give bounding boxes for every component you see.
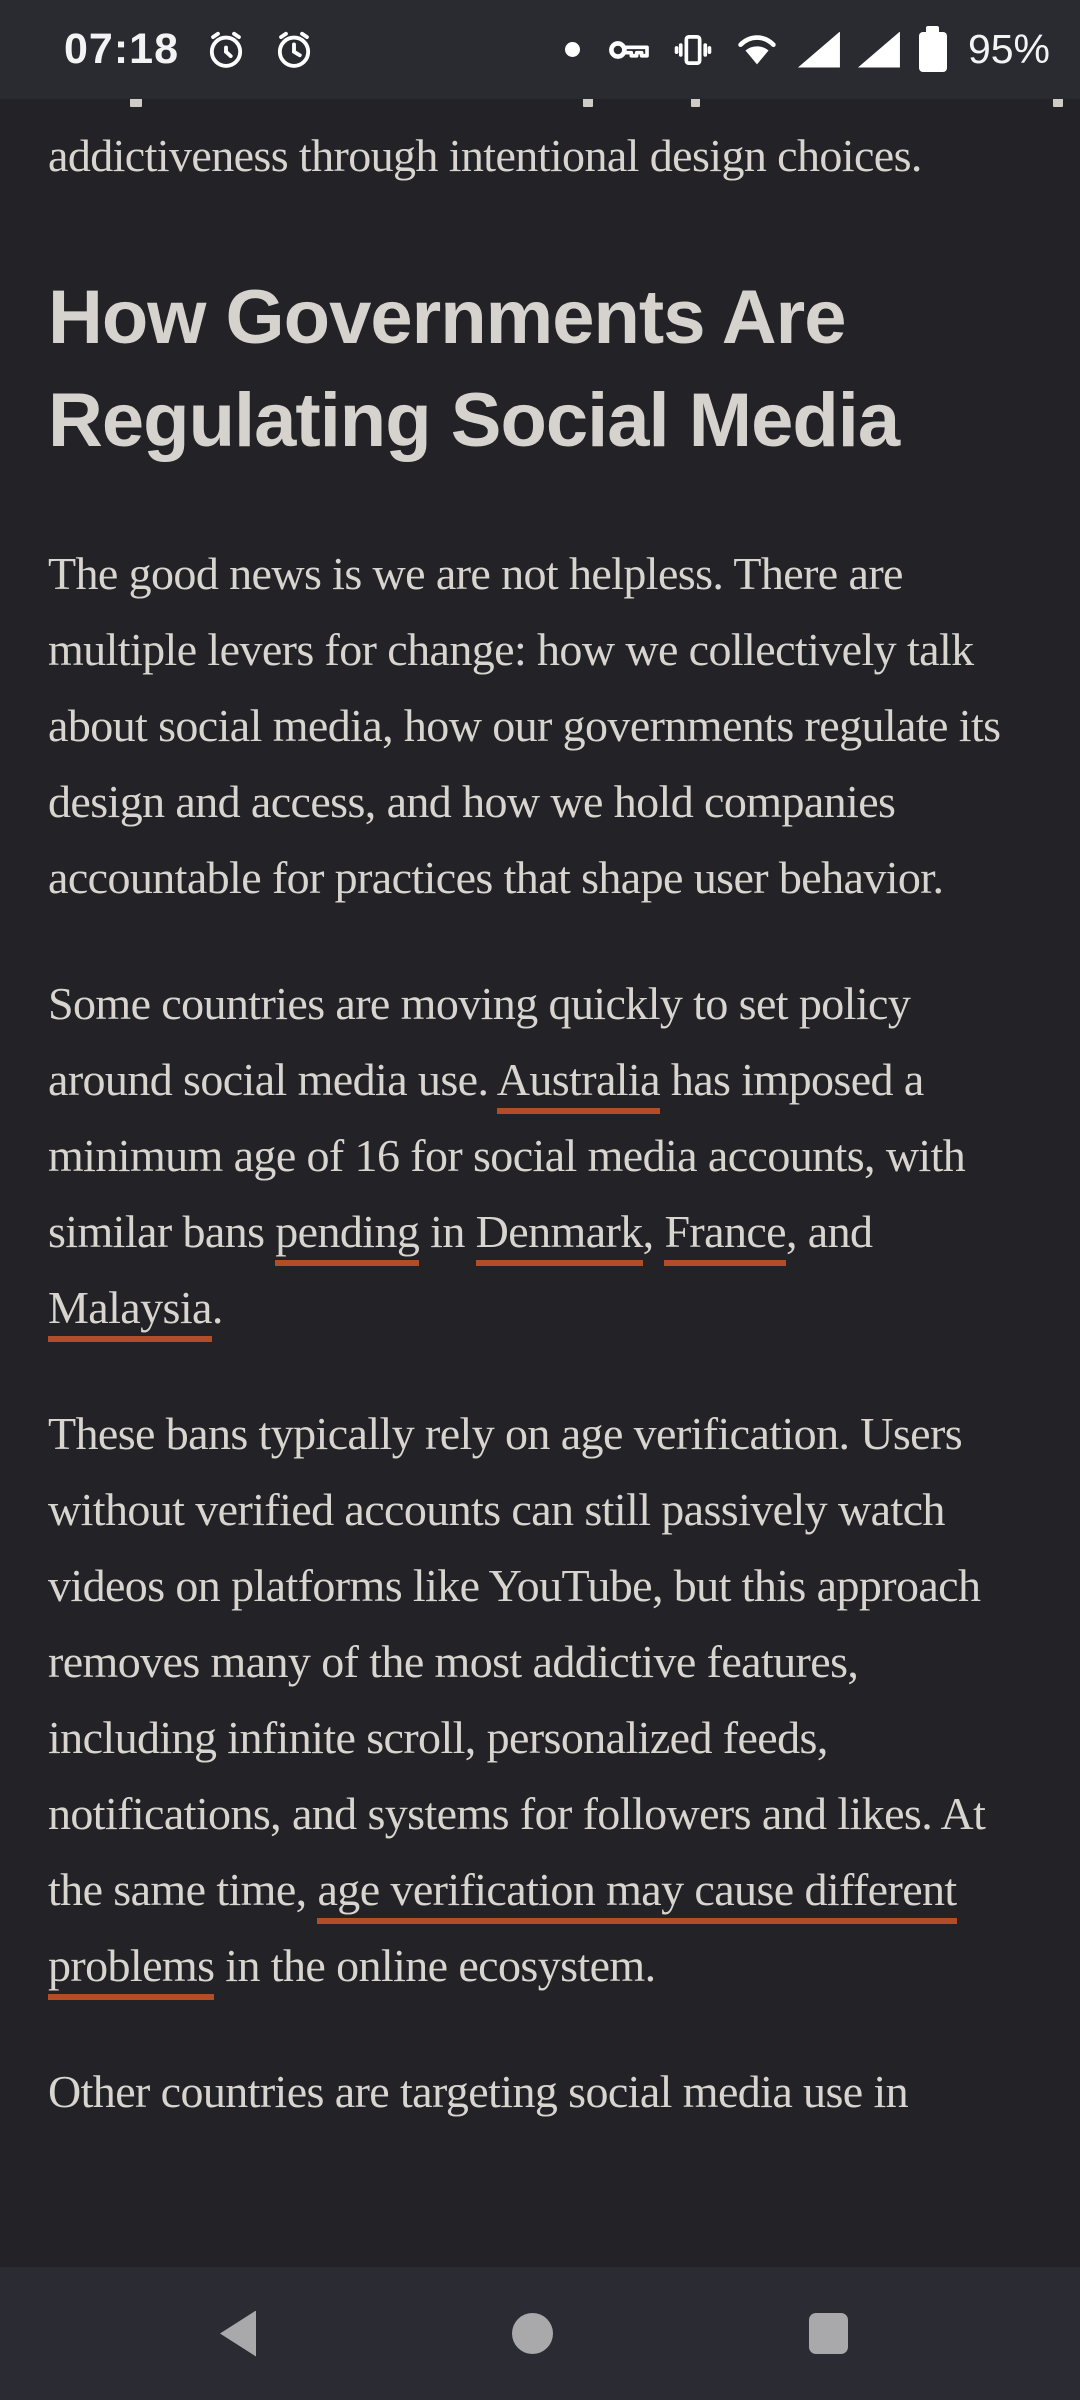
- back-button[interactable]: [178, 2267, 298, 2400]
- text-segment: in: [419, 1206, 476, 1257]
- home-circle-icon: [512, 2313, 553, 2354]
- text-segment: ,: [642, 1206, 665, 1257]
- signal-strength-icon: [798, 32, 840, 68]
- text-segment: The good news is we are not helpless. There are multiple levers for change: how we collectively talk about social media, how our governments regulate its design and access, and how we hold companies accountable for practices that shape user behavior.: [48, 548, 1001, 903]
- section-heading: How Governments Are Regulating Social Media: [48, 275, 900, 463]
- home-button[interactable]: [472, 2267, 592, 2400]
- recents-button[interactable]: [768, 2267, 888, 2400]
- text-segment: , and: [786, 1206, 873, 1257]
- battery-percent: 95%: [967, 26, 1050, 72]
- notification-dot-icon: [565, 42, 580, 57]
- text-segment: These bans typically rely on age verification. Users without verified accounts can still passively watch videos on platforms like YouTube, but this approach removes many of the most addictive features, including infinite scroll, personalized feeds, notifications, and systems for followers and likes. At the same time,: [48, 1408, 986, 1915]
- signal-strength-icon: [858, 32, 900, 68]
- inline-link[interactable]: Australia: [497, 1054, 660, 1114]
- alarm-icon: [273, 29, 315, 71]
- inline-link[interactable]: Denmark: [476, 1206, 643, 1266]
- text-segment: Other countries are targeting social media use in: [48, 2066, 909, 2117]
- paragraph: [48, 2054, 1032, 2130]
- navigation-bar: [0, 2267, 1080, 2400]
- alarm-icon: [205, 29, 247, 71]
- paragraph: [48, 1396, 1032, 2004]
- back-triangle-icon: [220, 2311, 256, 2357]
- text-segment: .: [211, 1282, 223, 1333]
- text-segment: Some countries are moving quickly to set policy around social media use.: [48, 978, 911, 1105]
- inline-link[interactable]: pending: [275, 1206, 419, 1266]
- inline-link[interactable]: age verification may cause different problems: [48, 1864, 957, 2000]
- status-bar: [0, 0, 1080, 99]
- vibrate-icon: [670, 29, 716, 71]
- key-icon: [606, 30, 652, 70]
- clock-time: 07:18: [64, 25, 179, 73]
- text-segment: has imposed a minimum age of 16 for social media accounts, with similar bans: [48, 1054, 966, 1257]
- paragraph-tail-line: addictiveness through intentional design choices.: [48, 130, 922, 181]
- paragraph: [48, 966, 1032, 1346]
- recents-square-icon: [809, 2313, 848, 2354]
- inline-link[interactable]: Malaysia: [48, 1282, 212, 1342]
- inline-link[interactable]: France: [664, 1206, 786, 1266]
- battery-icon: [918, 26, 948, 74]
- text-segment: in the online ecosystem.: [214, 1940, 656, 1991]
- wifi-icon: [734, 29, 780, 71]
- paragraph: [48, 536, 1032, 916]
